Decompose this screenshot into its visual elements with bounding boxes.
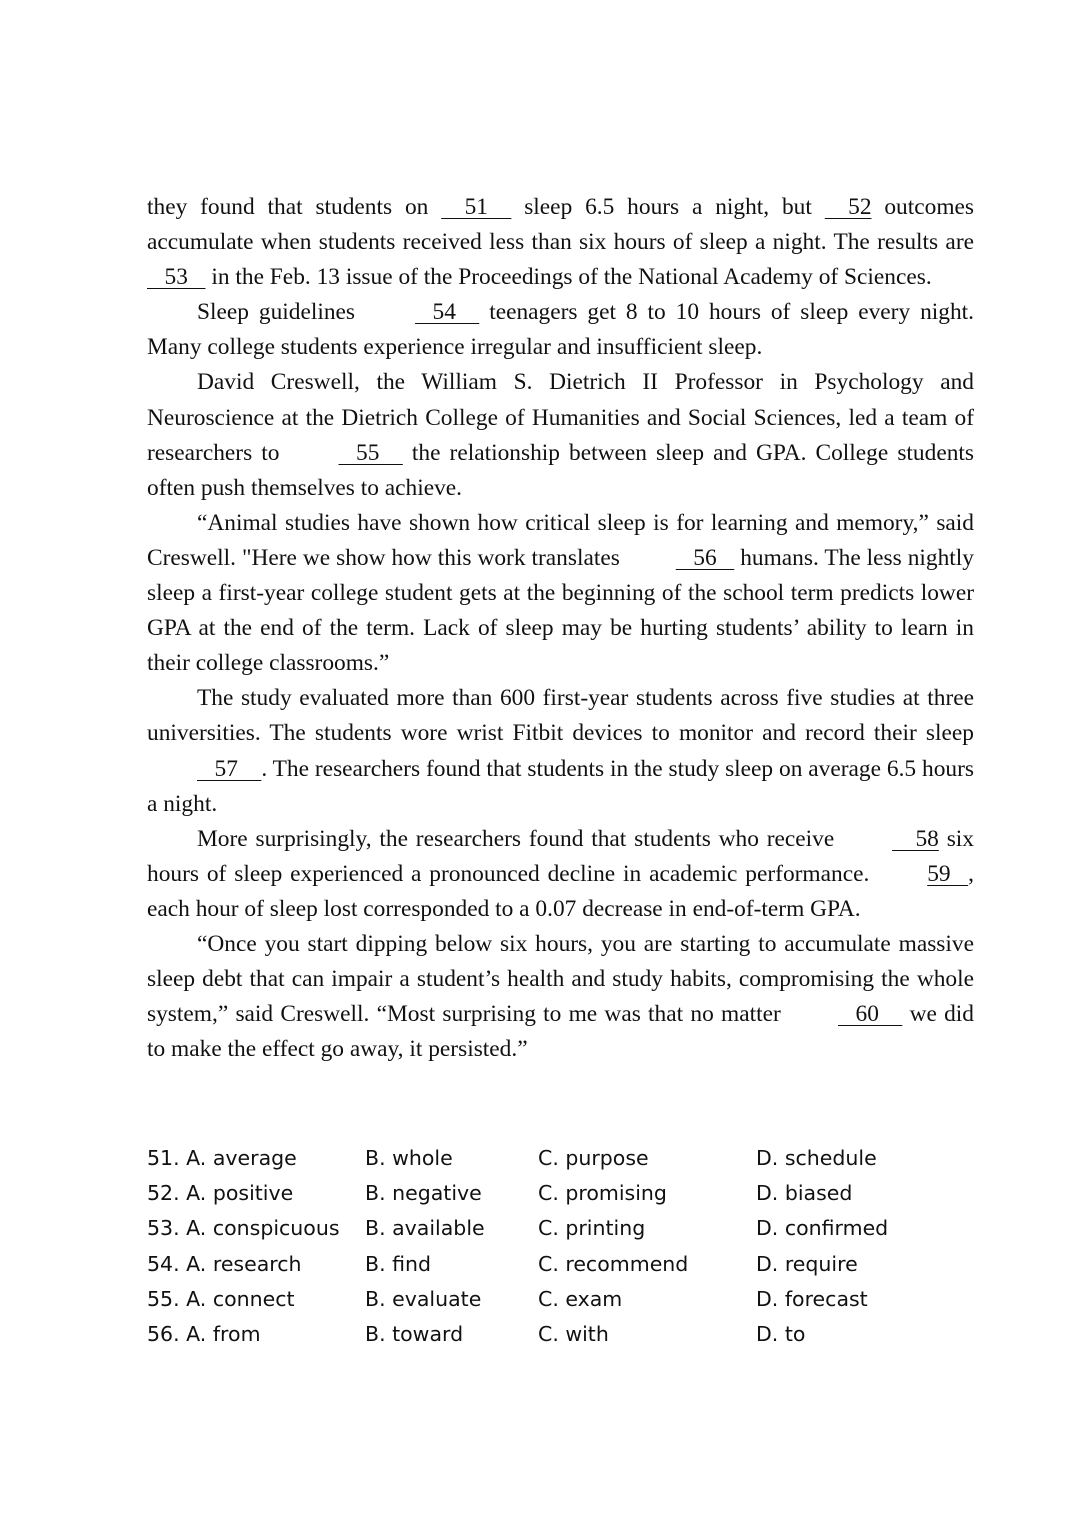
option-a[interactable] — [147, 1211, 340, 1246]
blank-slot[interactable]: 60 — [838, 1001, 903, 1028]
passage-text: six hours of sleep experienced a pronounced decline in academic performance. — [147, 825, 974, 887]
option-c[interactable]: C. exam — [538, 1286, 623, 1311]
question-number: 53. — [147, 1216, 180, 1241]
option-row — [147, 1141, 977, 1176]
option-text: A. from — [186, 1321, 261, 1346]
option-c[interactable]: C. purpose — [538, 1146, 649, 1170]
blank-slot[interactable]: 58 — [892, 825, 939, 852]
passage-text: “Once you start dipping below six hours, you are starting to accumulate massive sleep debt that can impair a student’s health and study habits, compromising the whole system,” said Creswell. “Most surprising to me was that no matter — [147, 930, 974, 1028]
passage-paragraph — [147, 927, 974, 1067]
blank-slot[interactable]: 53 — [147, 264, 206, 291]
option-a[interactable] — [147, 1176, 293, 1211]
passage-text: the relationship between sleep and GPA. College students often push themselves to achieve. — [147, 439, 974, 501]
option-text: A. research — [186, 1251, 302, 1276]
cloze-passage — [147, 190, 974, 1067]
option-c[interactable]: C. printing — [538, 1216, 646, 1241]
passage-text: in the Feb. 13 issue of the Proceedings of the National Academy of Sciences. — [205, 264, 932, 291]
passage-paragraph — [147, 365, 974, 505]
option-b[interactable]: B. evaluate — [365, 1286, 482, 1311]
option-a[interactable] — [147, 1317, 261, 1352]
option-row — [147, 1317, 977, 1352]
option-c[interactable]: C. promising — [538, 1181, 667, 1206]
option-row — [147, 1247, 977, 1282]
passage-text: David Creswell, the William S. Dietrich II Professor in Psychology and Neuroscience at the Dietrich College of Humanities and Social Sciences, led a team of researchers to — [147, 369, 974, 466]
blank-slot[interactable]: 55 — [338, 439, 403, 466]
option-d[interactable]: D. require — [756, 1251, 858, 1276]
question-number: 55. — [147, 1286, 180, 1311]
blank-slot[interactable]: 51 — [441, 194, 512, 220]
option-b[interactable]: B. available — [365, 1216, 485, 1241]
passage-text: they found that students on — [147, 194, 442, 220]
passage-text: More surprisingly, the researchers found that students who receive — [197, 825, 843, 852]
passage-paragraph — [147, 681, 974, 821]
question-number: 52. — [147, 1181, 180, 1206]
passage-text: “Animal studies have shown how critical sleep is for learning and memory,” said Creswell. "Here we show how this work translates — [147, 509, 974, 571]
passage-text: we did to make the effect go away, it persisted.” — [147, 1001, 974, 1063]
option-text: A. connect — [186, 1286, 295, 1311]
blank-slot[interactable]: 59 — [927, 860, 969, 887]
passage-text: , each hour of sleep lost corresponded to a 0.07 decrease in end-of-term GPA. — [147, 860, 974, 922]
option-a[interactable] — [147, 1247, 302, 1282]
option-b[interactable]: B. toward — [365, 1321, 464, 1346]
question-number: 51. — [147, 1146, 180, 1170]
answer-options — [147, 1141, 977, 1352]
option-d[interactable]: D. forecast — [756, 1286, 868, 1311]
option-a[interactable] — [147, 1141, 297, 1176]
document-page — [147, 190, 974, 1067]
passage-text: sleep 6.5 hours a night, but — [511, 194, 825, 220]
option-text: A. conspicuous — [186, 1216, 340, 1241]
option-d[interactable]: D. schedule — [756, 1146, 877, 1170]
option-text: A. average — [186, 1146, 297, 1170]
option-row — [147, 1211, 977, 1246]
option-row — [147, 1176, 977, 1211]
passage-paragraph — [147, 295, 974, 365]
blank-slot[interactable]: 56 — [675, 544, 735, 571]
blank-slot[interactable]: 54 — [414, 299, 480, 326]
option-c[interactable]: C. recommend — [538, 1251, 689, 1276]
option-row — [147, 1282, 977, 1317]
blank-slot[interactable]: 57 — [197, 755, 262, 782]
passage-paragraph — [147, 822, 974, 927]
passage-text: . The researchers found that students in the study sleep on average 6.5 hours a night. — [147, 755, 974, 817]
passage-text: outcomes accumulate when students received less than six hours of sleep a night. The results are — [147, 194, 975, 256]
option-b[interactable]: B. negative — [365, 1181, 482, 1206]
passage-text: teenagers get 8 to 10 hours of sleep every night. Many college students experience irregular and insufficient sleep. — [147, 299, 974, 361]
passage-text: Sleep guidelines — [197, 299, 365, 326]
passage-text: humans. The less nightly sleep a first-year college student gets at the beginning of the school term predicts lower GPA at the end of the term. Lack of sleep may be hurting students’ ability to learn in their college classrooms.” — [147, 544, 974, 677]
option-a[interactable] — [147, 1282, 295, 1317]
option-d[interactable]: D. confirmed — [756, 1216, 889, 1241]
option-d[interactable]: D. to — [756, 1321, 806, 1346]
option-c[interactable]: C. with — [538, 1321, 609, 1346]
option-b[interactable]: B. whole — [365, 1146, 453, 1170]
option-text: A. positive — [186, 1181, 294, 1206]
question-number: 56. — [147, 1321, 180, 1346]
passage-paragraph — [147, 506, 974, 681]
question-number: 54. — [147, 1251, 180, 1276]
passage-text: The study evaluated more than 600 first-year students across five studies at three universities. The students wore wrist Fitbit devices to monitor and record their sleep — [147, 685, 974, 747]
passage-paragraph — [147, 190, 974, 295]
blank-slot[interactable]: 52 — [824, 194, 872, 220]
option-b[interactable]: B. find — [365, 1251, 432, 1276]
option-d[interactable]: D. biased — [756, 1181, 853, 1206]
